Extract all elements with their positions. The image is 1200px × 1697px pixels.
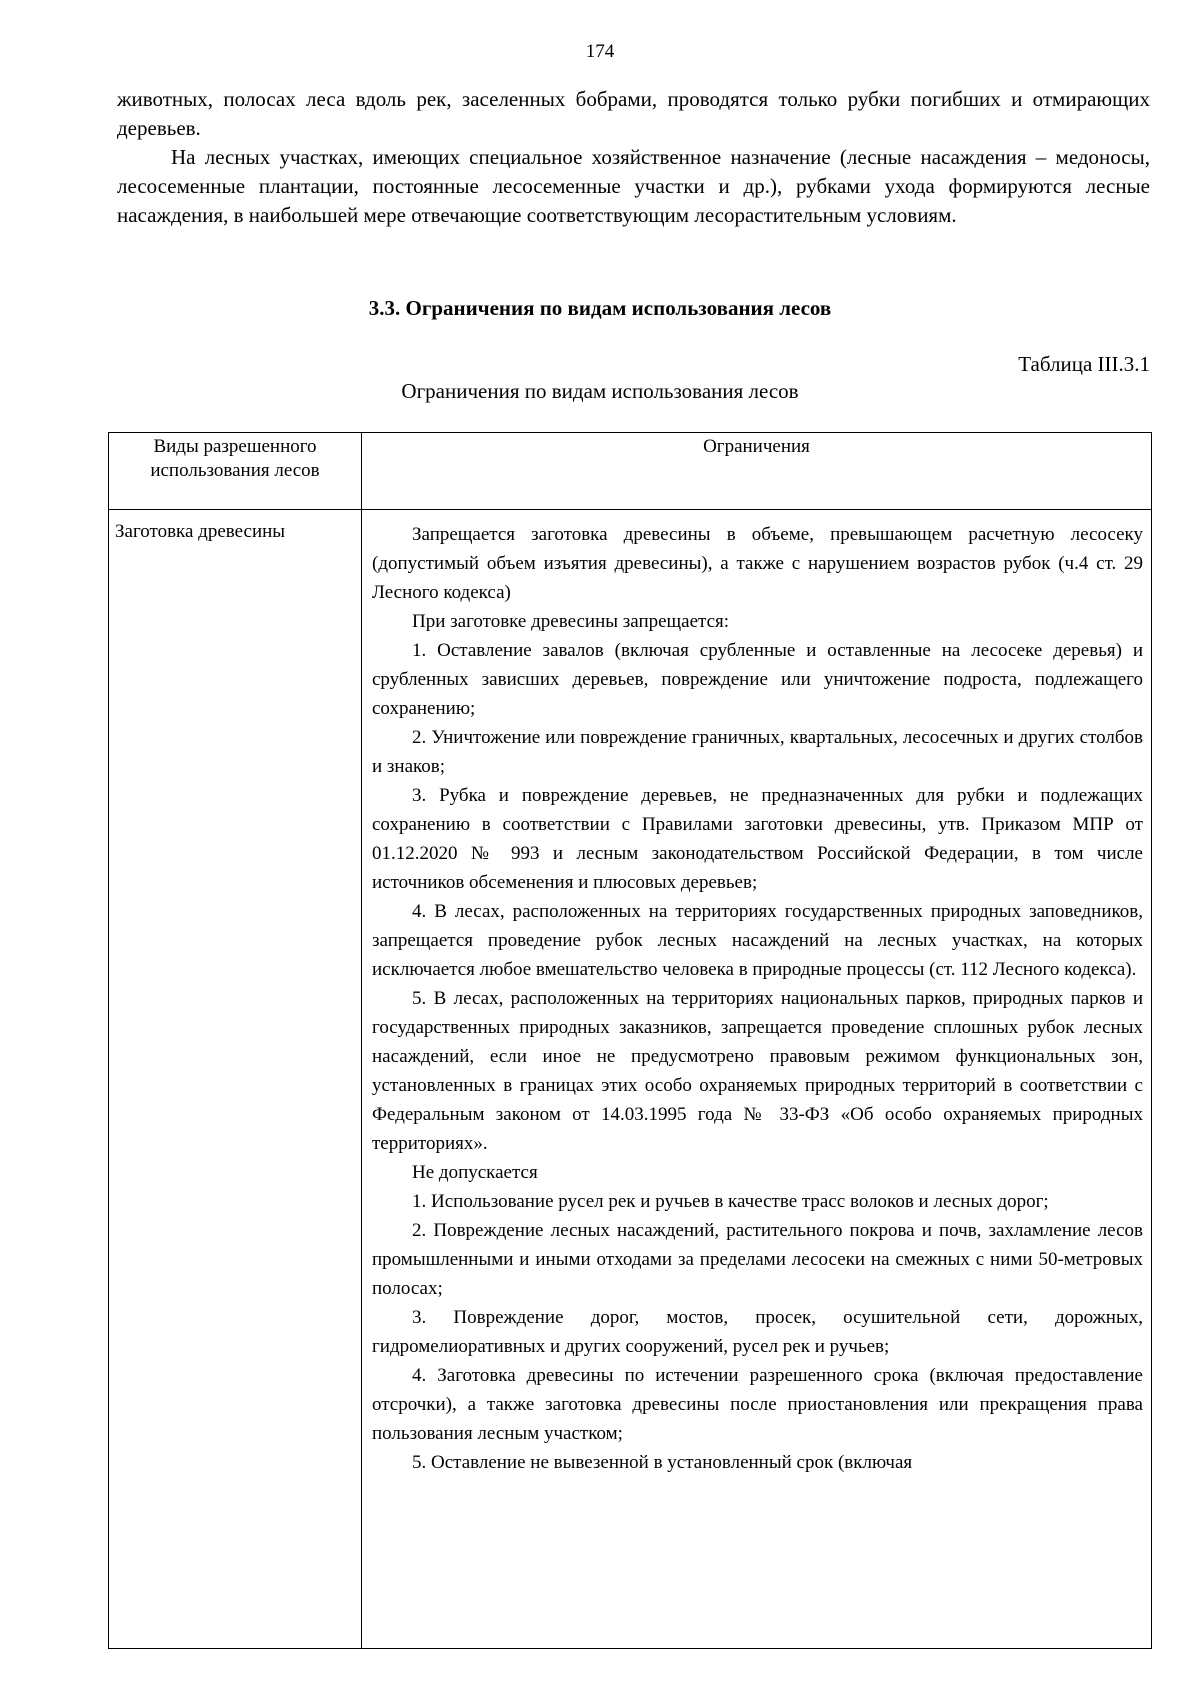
- use-type-cell: Заготовка древесины: [109, 510, 362, 1649]
- restriction-paragraph: 5. Оставление не вывезенной в установленный срок (включая: [412, 1452, 913, 1473]
- table-title: Ограничения по видам использования лесов: [401, 379, 799, 403]
- restriction-paragraph: 3. Повреждение дорог, мостов, просек, осушительной сети, дорожных, гидромелиоративных и других сооружений, русел рек и ручьев;: [372, 1307, 1143, 1357]
- restriction-paragraph: 2. Повреждение лесных насаждений, растительного покрова и почв, захламление лесов промышленными и иными отходами за пределами лесосеки на смежных с ними 50-метровых полосах;: [372, 1220, 1143, 1299]
- intro-text: [117, 85, 1150, 230]
- table-number: Таблица III.3.1: [1018, 352, 1150, 376]
- restriction-paragraph: 4. Заготовка древесины по истечении разрешенного срока (включая предоставление отсрочки), а также заготовка древесины после приостановления или прекращения права пользования лесным участком;: [372, 1365, 1143, 1444]
- restriction-paragraph: 1. Использование русел рек и ручьев в качестве трасс волоков и лесных дорог;: [412, 1191, 1049, 1212]
- column-header-use-type: Виды разрешенного использования лесов: [109, 433, 362, 510]
- restriction-paragraph: 1. Оставление завалов (включая срубленные и оставленные на лесосеке деревья) и срубленных зависших деревьев, повреждение или уничтожение подроста, подлежащего сохранению;: [372, 640, 1143, 719]
- table-row: [109, 510, 1152, 1649]
- restriction-paragraph: 3. Рубка и повреждение деревьев, не предназначенных для рубки и подлежащих сохранению в соответствии с Правилами заготовки древесины, утв. Приказом МПР от 01.12.2020 № 993 и лесным законодательством Российской Федерации, в том числе источников обсеменения и плюсовых деревьев;: [372, 785, 1143, 893]
- intro-paragraph: животных, полосах леса вдоль рек, заселенных бобрами, проводятся только рубки погибших и отмирающих деревьев.: [117, 87, 1150, 140]
- restrictions-cell: [362, 510, 1152, 1649]
- column-header-restrictions: Ограничения: [362, 433, 1152, 510]
- intro-paragraph: На лесных участках, имеющих специальное хозяйственное назначение (лесные насаждения – медоносы, лесосеменные плантации, постоянные лесосеменные участки и др.), рубками ухода формируются лесные насаждения, в наибольшей мере отвечающие соответствующим лесорастительным условиям.: [117, 145, 1150, 227]
- restriction-paragraph: При заготовке древесины запрещается:: [412, 611, 730, 632]
- page-number: 174: [585, 41, 615, 62]
- restriction-paragraph: 5. В лесах, расположенных на территориях национальных парков, природных парков и государственных природных заказников, запрещается проведение сплошных рубок лесных насаждений, если иное не предусмотрено правовым режимом функциональных зон, установленных в границах этих особо охраняемых природных территорий в соответствии с Федеральным законом от 14.03.1995 года № 33-ФЗ «Об особо охраняемых природных территориях».: [372, 988, 1143, 1154]
- section-heading: 3.3. Ограничения по видам использования лесов: [368, 296, 832, 320]
- restriction-paragraph: Не допускается: [412, 1162, 538, 1183]
- restriction-paragraph: 2. Уничтожение или повреждение граничных, квартальных, лесосечных и других столбов и знаков;: [372, 727, 1143, 777]
- restriction-paragraph: 4. В лесах, расположенных на территориях государственных природных заповедников, запрещается проведение рубок лесных насаждений на лесных участках, на которых исключается любое вмешательство человека в природные процессы (ст. 112 Лесного кодекса).: [372, 901, 1143, 980]
- table-header-row: [109, 433, 1152, 510]
- restriction-paragraph: Запрещается заготовка древесины в объеме, превышающем расчетную лесосеку (допустимый объем изъятия древесины), а также с нарушением возрастов рубок (ч.4 ст. 29 Лесного кодекса): [372, 524, 1143, 603]
- restrictions-table: [108, 432, 1152, 1649]
